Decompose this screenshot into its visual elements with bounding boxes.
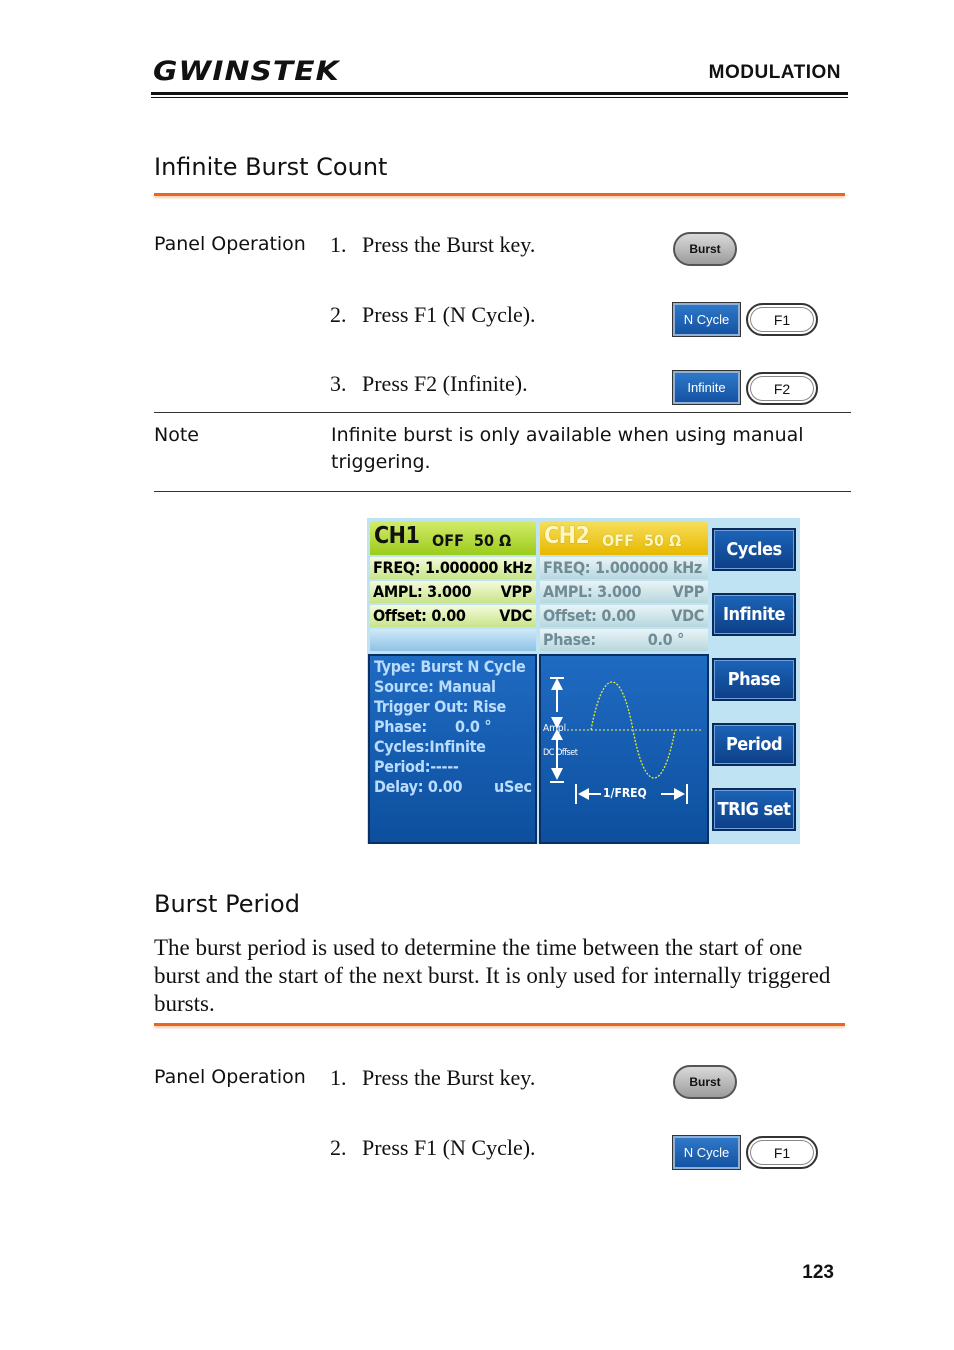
burst-key[interactable]: Burst	[673, 232, 737, 266]
step-text: Press the Burst key.	[362, 1065, 536, 1090]
ch1-freq: FREQ: 1.000000 kHz	[370, 557, 536, 579]
freq-label: 1/FREQ	[603, 786, 647, 800]
waveform-panel	[539, 654, 709, 844]
info-source: Source: Manual	[374, 677, 496, 696]
step-number: 3.	[330, 371, 347, 396]
info-phase: Phase: 0.0 °	[374, 717, 492, 736]
panel-operation-label: Panel Operation	[154, 1066, 306, 1088]
burst-key[interactable]: Burst	[673, 1065, 737, 1099]
menu-phase-button[interactable]: Phase	[712, 658, 796, 701]
info-type: Type: Burst N Cycle	[374, 657, 526, 676]
step-3	[330, 371, 528, 397]
infinite-softkey[interactable]: Infinite	[673, 371, 740, 404]
step-2	[330, 302, 536, 328]
step-number: 2.	[330, 302, 347, 327]
row-divider	[154, 491, 851, 492]
gw-instek-logo: GWINSTEK	[153, 56, 340, 87]
freq-arrow-left-icon	[578, 788, 589, 800]
info-period: Period:-----	[374, 757, 459, 776]
section-tag: MODULATION	[708, 62, 841, 83]
ch2-offset: Offset: 0.00 VDC	[540, 605, 708, 627]
ch2-status: OFF 50 Ω	[602, 531, 682, 550]
note-label: Note	[154, 424, 199, 446]
ampl-label: Ampl	[543, 723, 567, 734]
ch1-header	[370, 521, 536, 555]
step-text: Press F1 (N Cycle).	[362, 302, 536, 327]
section-divider	[154, 193, 845, 196]
ampl-arrow-up-icon	[551, 678, 563, 690]
step-2	[330, 1135, 536, 1161]
freq-arrow-right-icon	[674, 788, 685, 800]
panel-operation-label: Panel Operation	[154, 233, 306, 255]
ch1-ampl: AMPL: 3.000 VPP	[370, 581, 536, 603]
menu-cycles-button[interactable]: Cycles	[712, 528, 796, 571]
instrument-screen	[367, 518, 800, 844]
menu-trig-set-button[interactable]: TRIG set	[712, 788, 796, 831]
section-title-infinite-burst: Infinite Burst Count	[154, 153, 388, 181]
menu-period-button[interactable]: Period	[712, 723, 796, 766]
header-rule-thin	[151, 97, 848, 98]
burst-info-panel	[368, 654, 537, 844]
step-number: 1.	[330, 232, 347, 257]
n-cycle-softkey[interactable]: N Cycle	[673, 303, 740, 336]
section-title-burst-period: Burst Period	[154, 890, 300, 918]
ch1-status: OFF 50 Ω	[432, 531, 512, 550]
burst-period-description: The burst period is used to determine the time between the start of one burst and the start of the next burst. It is only used for internally triggered bursts.	[154, 935, 831, 1016]
step-1	[330, 1065, 535, 1091]
f1-key[interactable]: F1	[746, 1136, 818, 1169]
n-cycle-softkey[interactable]: N Cycle	[673, 1136, 740, 1169]
header-rule	[151, 92, 848, 95]
step-number: 1.	[330, 1065, 347, 1090]
info-delay-unit: uSec	[494, 777, 532, 796]
info-delay: Delay: 0.00	[374, 777, 463, 796]
step-text: Press F2 (Infinite).	[362, 371, 528, 396]
menu-infinite-button[interactable]: Infinite	[712, 593, 796, 636]
offset-arrow-down-icon	[551, 768, 563, 780]
ch2-ampl: AMPL: 3.000 VPP	[540, 581, 708, 603]
ch1-empty-row	[370, 629, 536, 651]
dc-offset-label: DC Offset	[543, 748, 578, 758]
note-text: Infinite burst is only available when using manual triggering.	[331, 424, 804, 473]
row-divider	[154, 412, 851, 413]
ch2-header	[540, 521, 708, 555]
ch1-offset: Offset: 0.00 VDC	[370, 605, 536, 627]
f2-key[interactable]: F2	[746, 372, 818, 405]
step-text: Press F1 (N Cycle).	[362, 1135, 536, 1160]
step-text: Press the Burst key.	[362, 232, 536, 257]
ch2-phase: Phase: 0.0 °	[540, 629, 708, 651]
info-trigger-out: Trigger Out: Rise	[374, 697, 506, 716]
page-number: 123	[802, 1262, 834, 1283]
ch2-freq: FREQ: 1.000000 kHz	[540, 557, 708, 579]
ch2-label: CH2	[544, 523, 590, 549]
section-divider	[154, 1023, 845, 1026]
step-number: 2.	[330, 1135, 347, 1160]
ch1-label: CH1	[374, 523, 420, 549]
f1-key[interactable]: F1	[746, 303, 818, 336]
info-cycles: Cycles:Infinite	[374, 737, 486, 756]
step-1	[330, 232, 535, 258]
